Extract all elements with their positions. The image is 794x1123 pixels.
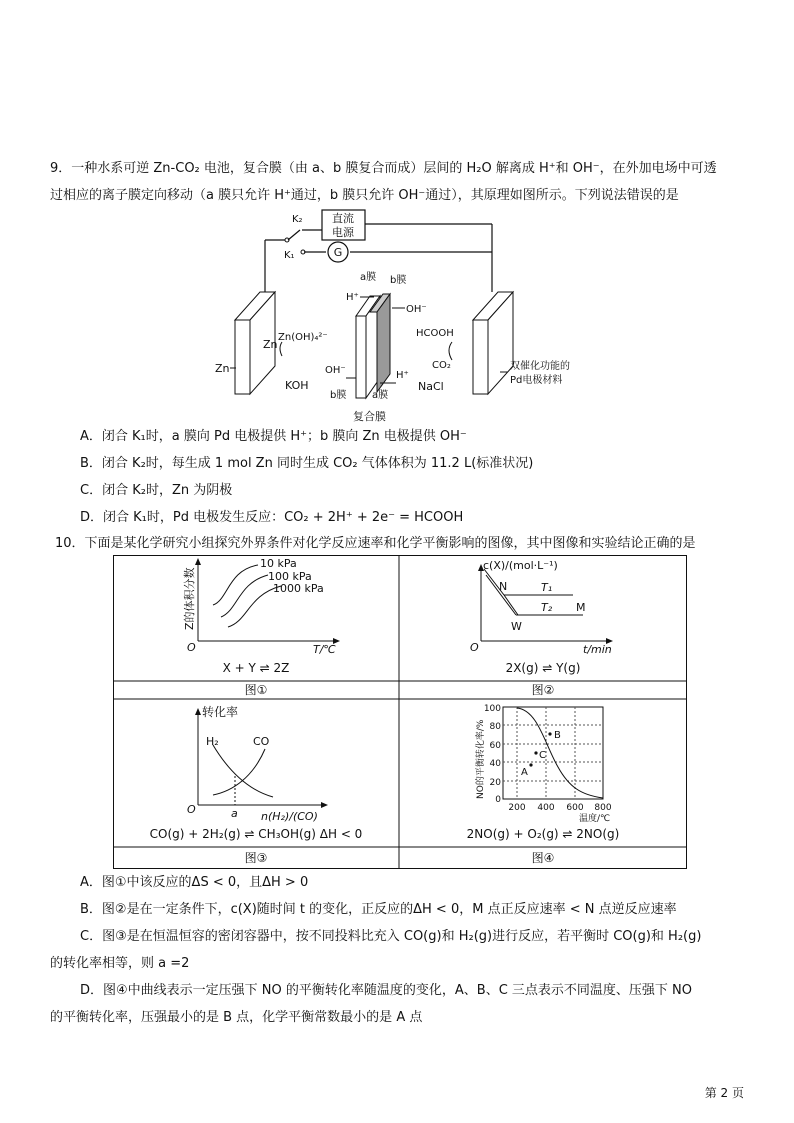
fig4-xtick-600: 600 [566,803,584,813]
q9-stem-line2: 过相应的离子膜定向移动（a 膜只允许 H⁺通过，b 膜只允许 OH⁻通过），其原理如图所示。下列说法错误的是 [50,188,679,203]
figure-grid [113,555,687,869]
b-membrane [377,294,390,392]
fig3-h2-label: H₂ [206,735,219,748]
co2-label: CO₂ [432,360,451,371]
zn-electrode-front [235,320,250,394]
fig2-w-label: W [511,620,522,633]
h-plus-top-label: H⁺ [346,292,359,303]
zincate-label: Zn(OH)₄²⁻ [278,332,328,343]
fig4-xtick-400: 400 [537,803,555,813]
q10-option-d-line2: 的平衡转化率，压强最小的是 B 点，化学平衡常数最小的是 A 点 [50,1010,423,1025]
q10-option-b: B．图②是在一定条件下，c(X)随时间 t 的变化，正反应的ΔH < 0，M 点正反应速率 < N 点逆反应速率 [80,902,677,917]
fig4-ylabel: NO的平衡转化率/% [476,719,486,799]
fig2-t2-label: T₂ [541,601,553,614]
fig2-m-label: M [576,601,586,614]
fig3-origin: O [187,803,196,816]
a-film-bottom-label: a膜 [372,390,389,401]
fig2-equation: 2X(g) ⇌ Y(g) [505,661,581,675]
fig4-ytick-0: 0 [495,795,501,805]
zn-side-label: Zn [215,362,230,375]
q10-option-c-line2: 的转化率相等，则 a =2 [50,956,190,971]
fig2-t1-label: T₁ [541,581,553,594]
hcooh-label: HCOOH [416,328,454,339]
pd-electrode [473,320,488,394]
fig1-equation: X + Y ⇌ 2Z [222,661,290,675]
fig2-n-label: N [499,580,508,593]
k2-label: K₂ [292,214,303,225]
q9-option-d: D．闭合 K₁时，Pd 电极发生反应：CO₂ + 2H⁺ + 2e⁻ = HCOOH [80,510,464,525]
fig4-a-label: A [521,767,528,778]
fig4-c-label: C [539,750,546,761]
a-film-top-label: a膜 [360,272,377,283]
fig3-ylabel: 转化率 [202,705,239,719]
q10-option-a: A．图①中该反应的ΔS < 0，且ΔH > 0 [80,875,309,890]
q9-option-c: C．闭合 K₂时，Zn 为阴极 [80,483,233,498]
k1-label: K₁ [284,250,295,261]
zn-electrode-label: Zn [263,338,278,351]
fig3-caption: 图③ [244,851,268,865]
galvanometer-label: G [333,246,343,259]
fig1-ylabel: Z的体积分数 [183,567,196,630]
pd-label-2: Pd电极材料 [510,375,563,386]
h-plus-bottom-label: H⁺ [396,370,409,381]
fig4-xtick-200: 200 [508,803,526,813]
fig2-ylabel: c(X)/(mol·L⁻¹) [483,559,558,572]
figure-1 [182,557,340,675]
fig4-ytick-40: 40 [489,759,501,769]
fig1-curve-2: 100 kPa [268,570,312,583]
power-label-2: 电源 [332,226,354,239]
fig1-curve-1: 10 kPa [260,557,297,570]
fig1-caption: 图① [244,683,268,697]
b-film-bottom-label: b膜 [330,390,347,401]
pd-label-1: 双催化功能的 [510,361,570,372]
figure-2 [470,559,613,675]
q10-option-c-line1: C．图③是在恒温恒容的密闭容器中，按不同投料比充入 CO(g)和 H₂(g)进行反应，若平衡时 CO(g)和 H₂(g) [80,929,702,944]
q10-stem: 10．下面是某化学研究小组探究外界条件对化学反应速率和化学平衡影响的图像，其中图像和实验结论正确的是 [55,536,696,551]
fig4-ytick-80: 80 [489,722,501,732]
fig4-ytick-20: 20 [489,778,501,788]
fig2-origin: O [470,641,479,654]
battery-diagram [200,208,640,426]
a-membrane [356,316,366,398]
fig1-origin: O [187,641,196,654]
fig2-xlabel: t/min [583,643,612,656]
fig4-equation: 2NO(g) + O₂(g) ⇌ 2NO(g) [466,827,620,841]
q10-option-d-line1: D．图④中曲线表示一定压强下 NO 的平衡转化率随温度的变化，A、B、C 三点表示不同温度、压强下 NO [80,983,692,998]
fig4-ytick-100: 100 [483,704,501,714]
oh-minus-right-label: OH⁻ [406,304,427,315]
b-film-top-label: b膜 [390,275,407,286]
fig4-b-label: B [554,730,561,741]
fig3-a-label: a [231,807,238,820]
fig4-caption: 图④ [531,851,555,865]
fig3-co-label: CO [253,735,270,748]
fig2-caption: 图② [531,683,555,697]
koh-label: KOH [285,379,309,392]
fig4-xlabel: 温度/℃ [579,814,611,824]
power-label-1: 直流 [332,212,354,225]
fig1-curve-3: 1000 kPa [273,582,324,595]
composite-membrane-label: 复合膜 [353,410,386,423]
q9-stem-line1: 9．一种水系可逆 Zn-CO₂ 电池，复合膜（由 a、b 膜复合而成）层间的 H₂O 解离成 H⁺和 OH⁻，在外加电场中可透 [50,161,717,176]
nacl-label: NaCl [418,380,444,393]
fig1-xlabel: T/℃ [313,643,336,656]
figure-3 [150,704,363,841]
fig3-equation: CO(g) + 2H₂(g) ⇌ CH₃OH(g) ΔH < 0 [149,827,363,841]
q9-option-b: B．闭合 K₂时，每生成 1 mol Zn 同时生成 CO₂ 气体体积为 11.2 L(标准状况) [80,456,534,471]
fig4-ytick-60: 60 [489,741,501,751]
oh-minus-left-label: OH⁻ [325,365,346,376]
q9-option-a: A．闭合 K₁时，a 膜向 Pd 电极提供 H⁺；b 膜向 Zn 电极提供 OH⁻ [80,429,467,444]
fig4-xtick-800: 800 [594,803,612,813]
figure-4 [467,704,620,841]
fig3-xlabel: n(H₂)/(CO) [261,810,318,823]
page-number: 第 2 页 [704,1086,744,1100]
